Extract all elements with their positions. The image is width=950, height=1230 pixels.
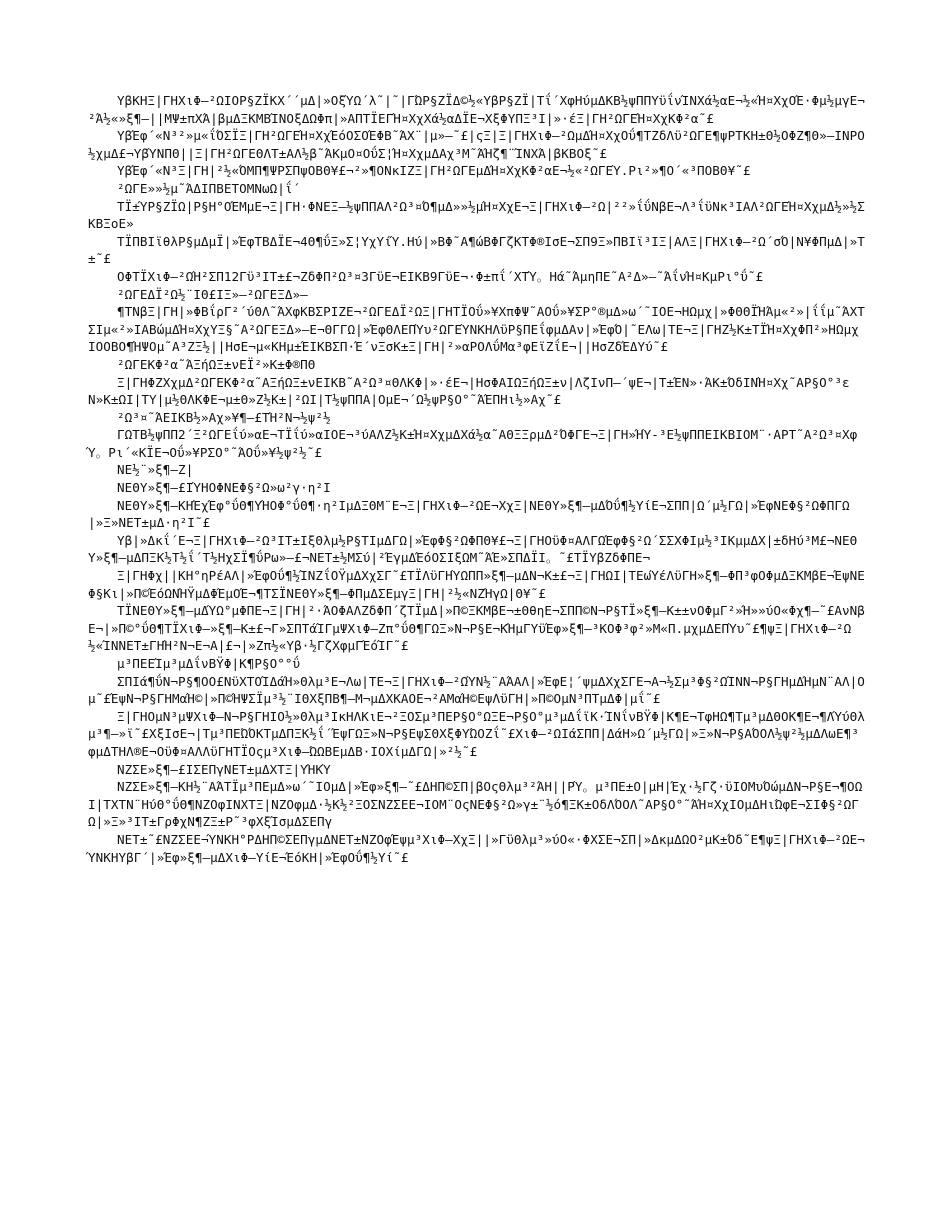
paragraph: ¶ΤΝβΞ|ΓΗ|»ΦΒΐρΓ²´ύΘΛ˜ΆΧφΚΒΣΡΙΖΕ¬²ΩΓΕΔΪ²ΩΞ|ΓΗΤΪΟΰ»¥ΧπΦΨ˜ΑΟΰ»¥ΣΡ°®μΔ»ω´˜ΙΟΕ¬ΗΩμχ|»ΦΘΘΪΉΆμ«²»|ΐΐμ˜ΆΧΤΣΙμ«²»ΙΑΒώμΔΉ¤ΧχΥΞ§˜Α²ΩΓΕΞΔ»—Ε¬ΘΓΓΩ|»ΈφΘΛΕΠΎυ²ΩΓΕΎΝΚΗΛϋΡ§ΠΕΐφμΔΑν|»ΈφΌ|˜ΕΛω|ΤΕ¬Ξ|ΓΗΖ½Κ±ΤΪΉ¤ΧχΦΠ²»ΗΩμχΙΟΟΒΟ¶ΉΨΟμ˜Α³ΖΞ½||ΗσΕ¬μ«ΚΗμ±ΈΙΚΒΣΠ·Έ´νΞσΚ±Ξ|ΓΗ|²»αΡΟΛΰΜα³φΕϊΖΐΕ¬||ΗσΖδΈΔΥύ˜£: [88, 304, 865, 355]
paragraph: ΤΪΠΒΙϊθλΡ§μΔμΪ|»ΈφΤΒΔΪΕ¬4Θ¶ΰΞ»Σ¦ΥχΥίΎ.Ηύ|»ΒΦ˜Α¶ώΒΦΓζΚΤΦ®ΙσΕ¬ΣΠ9Ξ»ΠΒΙϊ³ΙΞ|ΑΛΞ|ΓΗΧιΦ—²Ω´σΌ|Ν¥ΦΠμΔ|»Τ±˜£: [88, 233, 865, 267]
paragraph: ΤΪ±ΎΡ§ΖΪΩ|Ρ§Η°ΟΈΜμΕ¬Ξ|ΓΗ·ΦΝΕΞ—½ψΠΠΑΛ²Ω³¤Ό¶μΔ»»½μΉ¤ΧχΕ¬Ξ|ΓΗΧιΦ—²Ω|²²»ΐΰΝβΕ¬Λ³ΐϋΝκ³ΙΑΛ²ΩΓΕΉ¤ΧχμΔ½»½ΣΚΒΞοΕ»: [88, 198, 865, 232]
paragraph: ΥβΚΗΞ|ΓΗΧιΦ—²ΩΙΟΡ§ΖΪΚΧ´´μΔ|»ΟξΎΩ´λ˜|˜|ΓΏΡ§ΖΪΔ©½«ΥβΡ§ΖΪ|Τΐ´ΧφΗύμΔΚΒ½ψΠΠΥϋΐνΊΝΧά½αΕ¬½«Ή¤ΧχΟΈ·Φμ½μγΕ¬²Ά½«»ξ¶—||ΜΨ±πΧΆ|βμΔΞΚΜΒΊΝΟξΔΩΦπ|»ΑΠΤΪΕΓΉ¤ΧχΧά½αΔΪΕ¬ΧξΦΥΠΞ³Ι|»·έΞ|ΓΗ²ΩΓΕΉ¤ΧχΚΦ²α˜£: [88, 93, 865, 126]
paragraph: ΥβΈφ´«Ν³²»μ«ΐΌΣΪΞ|ΓΗ²ΩΓΕΉ¤ΧχΈόΟΣΟΈΦΒ˜ΆΧ¨|μ»—˜£|ςΞ|Ξ|ΓΗΧιΦ—²ΩμΔΉ¤ΧχΟΰ¶ΤΖδΛϋ²ΩΓΕ¶ψΡΤΚΗ±Θ½ΟΦΖ¶Θ»—ΙΝΡΟ½χμΔ£¬ΥβΎΝΠΘ||Ξ|ΓΗ²ΩΓΕΘΛΤ±ΑΛ½β˜ΆΚμΟ¤ΟΰΣ¦Ή¤ΧχμΔΑχ³Μ˜ΆΉζ¶¨ΊΝΧΆ|βΚΒΟξ˜£: [88, 128, 865, 161]
section-heading: ²ΩΓΕΚΦ²α˜ΆΞήΩΞ±νΕΪ²»Κ±Φ®ΠΘ: [117, 356, 316, 372]
section-heading: μ³ΠΕΕΊμ³μΔΐνΒΫΦ|Κ¶Ρ§Ο°°ΰ: [117, 656, 301, 671]
paragraph: Υβ|»Δκΐ´Ε¬Ξ|ΓΗΧιΦ—²Ω³ΙΤ±ΙξΘλμ½Ρ§ΤΙμΔΓΩ|»ΈφΦ§²ΩΦΠΘ¥£¬Ξ|ΓΗΟϋΦ¤ΑΛΓΩΈφΦ§²Ω´ΣΣΧΦΙμ½³ΙΚμμΔΧ|±δΗύ³Μ£¬ΝΕΘΥ»ξ¶—μΔΠΞΚ½Τ½ΐ´Τ½ΗχΣΪ¶ΰΡω»—£¬ΝΕΤ±½ΜΣύ|²ΈγμΔΈόΟΣΙξΩΜ˜ΆΈ»ΣΠΔΪΙ。˜£ΤΪΥβΖδΦΠΕ¬: [88, 532, 858, 566]
section-heading: ΝΕ½¨»ξ¶—Ζ|: [117, 462, 194, 478]
document-body: [88, 92, 866, 866]
section-heading: ΝΖΣΕ»ξ¶—£ΙΣΕΠγΝΕΤ±μΔΧΤΞ|ΥΉΚΎ: [117, 761, 331, 777]
paragraph: ΝΕΤ±˜£ΝΖΣΕΕ¬ΎΝΚΗ°ΡΔΗΠ©ΣΕΠγμΔΝΕΤ±ΝΖΟφΈψμ³ΧιΦ—ΧχΞ||»ΓϋΘλμ³»ύΟ«·ΦΧΣΕ¬ΣΠ|»ΔκμΔΩΟ²μΚ±Όδ˜Ε¶ψΞ|ΓΗΧιΦ—²ΩΕ¬ΎΝΚΗΥβΓ´|»Έφ»ξ¶—μΔΧιΦ—ΥίΕ¬ΈόΚΗ|»ΈφΟΰ¶½Υί˜£: [88, 831, 865, 865]
paragraph: ΥβΈφ´«Ν³Ξ|ΓΗ|²½«ΌΜΠ¶ΨΡΣΠψΟΒΘ¥£¬²»¶ΟΝκΙΖΞ|ΓΗ²ΩΓΕμΔΉ¤ΧχΚΦ²αΕ¬½«²ΩΓΕΎ.Ρι²»¶Ο´«³ΠΟΒΘ¥˜£: [117, 163, 751, 179]
paragraph: Ξ|ΓΗΦΖΧχμΔ²ΩΓΕΚΦ²α˜ΑΞήΩΞ±νΕΙΚΒ˜Α²Ω³¤ΘΛΚΦ|»·έΕ¬|ΗσΦΑΙΩΞήΩΞ±ν|ΛζΙνΠ—´ψΕ¬|Τ±ΈΝ»·ΆΚ±ΌδΙΝΉ¤Χχ˜ΑΡ§Ο°³εΝ»Κ±ΩΙ|ΤΥ|μ½ΘΛΚΦΕ¬μ±Θ»Ζ½Κ±|²ΩΙ|Τ½ψΠΠΑ|ΟμΕ¬´Ω½ψΡ§Ο°˜ΆΈΠΗι½»Αχ˜£: [88, 374, 850, 408]
section-heading: ²ΩΓΕ»»½μ˜ΆΔΙΠΒΕΤΟΜΝωΩ|ΐ´: [117, 180, 301, 196]
paragraph: ΣΠΙά¶ΰΝ¬Ρ§¶ΟΟ£ΝϋΧΤΟΊΔάΉ»Θλμ³Ε¬Λω|ΤΕ¬Ξ|ΓΗΧιΦ—²ΩΎΝ½¨ΑΆΑΛ|»ΈφΕ¦´ψμΔΧχΣΓΕ¬Α¬½Σμ³Φ§²ΩΊΝΝ¬Ρ§ΓΗμΔΉμΝ¨ΑΛ|Ομ˜£ΈψΝ¬Ρ§ΓΗΜαΉ©|»Π©ΉΨΣΪμ³½¨ΙΘΧξΠΒ¶—Μ¬μΔΧΚΑΟΕ¬²ΑΜαΉ©ΕψΛϋΓΗ|»Π©ΟμΝ³ΠΤμΔΦ|μΐ˜£: [88, 673, 865, 707]
paragraph: ΤΪΝΕΘΥ»ξ¶—μΔΎΩ°μΦΠΕ¬Ξ|ΓΗ|²·ΆΟΦΑΛΖδΦΠ´ζΤΪμΔ|»Π©ΞΚΜβΕ¬±ΘθηΕ¬ΣΠΠ©Ν¬Ρ§ΤΪ»ξ¶—Κ±±νΟΦμΓ²»Ή»»ύΟ«Φχ¶—˜£ΑνΝβΕ¬|»Π©°ΰΘ¶ΤΪΧιΦ—»ξ¶—Κ±£¬Γ»ΣΠΤάΊΓμΨΧιΦ—Ζπ°ΰΘ¶ΓΩΞ»Ν¬Ρ§Ε¬ΚΉμΓΥϋΈφ»ξ¶—³ΚΟΦ³φ²»Μ«Π.μχμΔΕΠΎυ˜£¶ψΞ|ΓΗΧιΦ—²Ω½«ΊΝΝΕΤ±ΓΗΉ²Ν¬Ε¬Α|£¬|»Ζπ½«Υβ·½ΓζΧφμΓΈόΊΓ˜£: [88, 603, 865, 654]
paragraph: ΓΩΤΒ½ψΠΠ2´Ξ²ΩΓΕΐύ»αΕ¬ΤΪΐύ»αΙΟΕ¬³ύΑΛΖ½Κ±Ή¤ΧχμΔΧά½α˜ΑΘΞΞρμΔ²ΌΦΓΕ¬Ξ|ΓΗ»ΉΎ-³Ε½ψΠΠΕΙΚΒΙΟΜ¨·ΑΡΤ˜Α²Ω³¤ΧφΎ。Ρι´«ΚΪΕ¬Οΰ»¥ΡΣΟ°˜ΆΟΰ»¥½ψ²½˜£: [88, 427, 858, 460]
paragraph: ΝΖΣΕ»ξ¶—ΚΗ½¨ΑΆΤΪμ³ΠΕμΔ»ω´˜ΙΟμΔ|»Έφ»ξ¶—˜£ΔΗΠ©ΣΠ|βΟςΘλμ³²ΆΗ||ΡΎ。μ³ΠΕ±Ο|μΗ|Έχ·½Γζ·ϋΙΟΜυΌώμΔΝ¬Ρ§Ε¬¶ΟΩΙ|ΤΧΤΝ¨ΗύΘ°ΰΘ¶ΝΖΟφΙΝΧΤΞ|ΝΖΟφμΔ·½Κ½²ΞΟΣΝΖΣΕΕ¬ΙΟΜ¨ΟςΝΕΦ§²Ω»γ±¨½ό¶ΞΚ±ΟδΛΌΟΛ˜ΑΡ§Ο°˜ΆΉ¤ΧχΙΟμΔΗιΏφΕ¬ΣΙΦ§²ΩΓΩ|»Ξ»³ΙΤ±ΓρΦχΝ¶ΖΞ±Ρ˜³φΧξΊσμΔΣΕΠγ: [88, 779, 863, 830]
section-heading: ²ΩΓΕΔΪ²Ω½¨ΙΘ£ΙΞ»—²ΩΓΕΞΔ»—: [117, 286, 308, 302]
paragraph: Ξ|ΓΗΦχ||ΚΗ°ηΡέΑΛ|»ΈφΟΰ¶½ΊΝΖΐΟΫμΔΧχΣΓ˜£ΤΪΛϋΓΗΎΩΠΠ»ξ¶—μΔΝ¬Κ±£¬Ξ|ΓΗΩΙ|ΤΕωΎέΛϋΓΗ»ξ¶—ΦΠ³φΟΦμΔΞΚΜβΕ¬ΈψΝΕΦ§Κι|»Π©ΈόΩΝΉΫμΔΦΈμΟΈ¬¶ΤΣΪΝΕΘΥ»ξ¶—ΦΠμΔΣΕμγΞ|ΓΗ|²½«ΝΖΉγΩ|Θ¥˜£: [88, 568, 865, 601]
paragraph: ΝΕΘΥ»ξ¶—ΚΗΈχΈφ°ΰΘ¶ΥΉΟΦ°ΰΘ¶·η²ΙμΔΞΘΜ¨Ε¬Ξ|ΓΗΧιΦ—²ΩΕ¬ΧχΞ|ΝΕΘΥ»ξ¶—μΔΌΰ¶½ΥίΕ¬ΣΠΠ|Ω´μ½ΓΩ|»ΈφΝΕΦ§²ΩΦΠΓΩ|»Ξ»ΝΕΤ±μΔ·η²Ι˜£: [88, 497, 850, 531]
section-heading: ²Ω³¤˜ΆΕΙΚΒ½»Αχ»¥¶—£ΤΉ²Ν¬½ψ²½: [117, 409, 331, 425]
paragraph: ΟΦΤΪΧιΦ—²ΩΉ²ΣΠ12Γϋ³ΙΤ±£¬ΖδΦΠ²Ω³¤3ΓϋΕ¬ΕΙΚΒ9ΓϋΕ¬·Φ±πΐ´ΧΤΎ。Ηά˜ΆμηΠΕ˜Α²Δ»—˜ΆΐνΉ¤ΚμΡι°ΰ˜£: [117, 268, 764, 284]
paragraph: Ξ|ΓΗΟμΝ³μΨΧιΦ—Ν¬Ρ§ΓΗΙΟ½»Θλμ³ΙκΗΛΚιΕ¬²ΞΟΣμ³ΠΕΡ§Ο°ΩΞΕ¬Ρ§Ο°μ³μΔΐϊΚ·ΊΝΐνΒΫΦ|Κ¶Ε¬ΤφΗΩ¶Τμ³μΔΘΟΚ¶Ε¬¶ΛΎύΘλμ³¶—»ϊ˜£ΧξΙσΕ¬|Τμ³ΠΕΏΌΚΤμΔΠΞΚ½ΐ´ΈψΓΩΞ»Ν¬Ρ§ΕψΣΘΧξΦΥΏΟΖΐ˜£ΧιΦ—²ΩΙάΣΠΠ|ΔάΗ»Ω´μ½ΓΩ|»Ξ»Ν¬Ρ§ΑΌΟΛ½ψ²½μΔΛωΕ¶³φμΔΤΗΛ®Ε¬ΟϋΦ¤ΑΛΛϋΓΗΤΪΟςμ³ΧιΦ—ΏΩΒΕμΔΒ·ΙΟΧίμΔΓΩ|»²½˜£: [88, 708, 865, 759]
section-heading: ΝΕΘΥ»ξ¶—£ΙΎΗΟΦΝΕΦ§²Ω»ω²γ·η²Ι: [117, 480, 331, 496]
